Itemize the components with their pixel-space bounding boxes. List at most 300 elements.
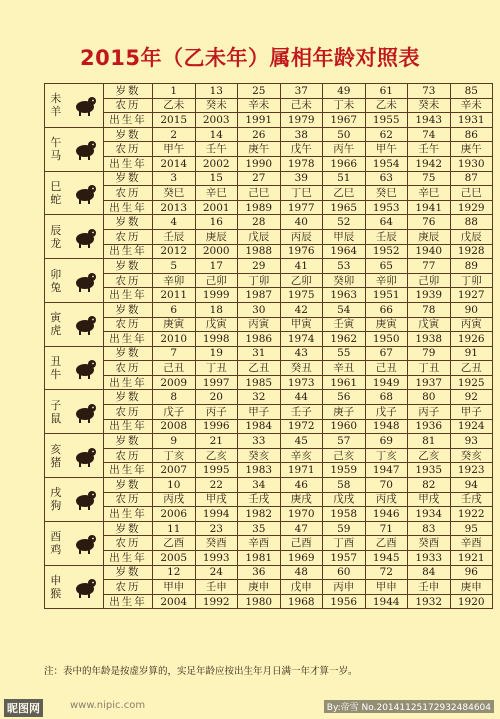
birth-cell: 1959 <box>323 463 366 478</box>
table-row <box>45 142 493 157</box>
snake-icon <box>72 180 98 206</box>
birth-cell: 2013 <box>153 200 196 215</box>
row-label-age: 岁数 <box>104 302 153 317</box>
row-label-birth: 出生年 <box>104 419 153 434</box>
row-label-birth: 出生年 <box>104 288 153 303</box>
lunar-cell: 戊辰 <box>450 229 493 244</box>
image-id-watermark: By:帝雪 No.20141125172932484604 <box>324 700 494 713</box>
lunar-cell: 庚寅 <box>153 317 196 332</box>
lunar-cell: 庚午 <box>238 142 281 157</box>
birth-cell: 1931 <box>450 113 493 128</box>
birth-cell: 1927 <box>450 288 493 303</box>
zodiac-name-char: 亥 <box>50 442 62 456</box>
birth-cell: 1950 <box>365 332 408 347</box>
lunar-cell: 乙未 <box>153 98 196 113</box>
zodiac-name-char: 猴 <box>50 586 62 600</box>
birth-cell: 1990 <box>238 156 281 171</box>
table-row <box>45 594 493 609</box>
row-label-age: 岁数 <box>104 259 153 274</box>
birth-cell: 1998 <box>195 332 238 347</box>
age-cell: 62 <box>365 127 408 142</box>
table-row <box>45 536 493 551</box>
age-cell: 45 <box>280 434 323 449</box>
zodiac-animal-cell <box>45 346 104 390</box>
lunar-cell: 乙卯 <box>280 273 323 288</box>
lunar-cell: 己卯 <box>195 273 238 288</box>
birth-cell: 1934 <box>408 507 451 522</box>
birth-cell: 1936 <box>408 419 451 434</box>
age-cell: 58 <box>323 478 366 493</box>
row-label-lunar: 农历 <box>104 448 153 463</box>
birth-cell: 1937 <box>408 375 451 390</box>
zodiac-name-char: 子 <box>50 398 62 412</box>
lunar-cell: 戊子 <box>365 405 408 420</box>
lunar-cell: 壬辰 <box>153 229 196 244</box>
age-cell: 96 <box>450 565 493 580</box>
lunar-cell: 辛巳 <box>408 186 451 201</box>
birth-cell: 1947 <box>365 463 408 478</box>
age-cell: 71 <box>365 521 408 536</box>
zodiac-animal-cell <box>45 302 104 346</box>
birth-cell: 1953 <box>365 200 408 215</box>
table-row <box>45 405 493 420</box>
lunar-cell: 甲子 <box>450 405 493 420</box>
table-row <box>45 332 493 347</box>
birth-cell: 1949 <box>365 375 408 390</box>
birth-cell: 1930 <box>450 156 493 171</box>
lunar-cell: 丁丑 <box>195 361 238 376</box>
zodiac-name-char: 鼠 <box>50 411 62 425</box>
lunar-cell: 戊申 <box>280 580 323 595</box>
age-cell: 89 <box>450 259 493 274</box>
age-cell: 63 <box>365 171 408 186</box>
age-cell: 46 <box>280 478 323 493</box>
age-cell: 59 <box>323 521 366 536</box>
zodiac-name <box>50 355 61 381</box>
lunar-cell: 己亥 <box>323 448 366 463</box>
age-cell: 49 <box>323 84 366 99</box>
birth-cell: 1979 <box>280 113 323 128</box>
lunar-cell: 壬子 <box>280 405 323 420</box>
lunar-cell: 辛卯 <box>153 273 196 288</box>
age-cell: 21 <box>195 434 238 449</box>
birth-cell: 1986 <box>238 332 281 347</box>
table-row <box>45 390 493 405</box>
age-cell: 27 <box>238 171 281 186</box>
lunar-cell: 庚辰 <box>195 229 238 244</box>
age-cell: 39 <box>280 171 323 186</box>
nipic-logo: 昵图网 <box>4 699 43 717</box>
age-cell: 7 <box>153 346 196 361</box>
age-cell: 88 <box>450 215 493 230</box>
row-label-lunar: 农历 <box>104 492 153 507</box>
age-cell: 5 <box>153 259 196 274</box>
age-cell: 64 <box>365 215 408 230</box>
lunar-cell: 己丑 <box>153 361 196 376</box>
lunar-cell: 癸亥 <box>450 448 493 463</box>
age-cell: 2 <box>153 127 196 142</box>
lunar-cell: 癸未 <box>195 98 238 113</box>
lunar-cell: 己未 <box>280 98 323 113</box>
zodiac-name-char: 羊 <box>50 105 62 119</box>
tiger-icon <box>72 311 98 337</box>
lunar-cell: 癸亥 <box>238 448 281 463</box>
zodiac-name-char: 龙 <box>50 236 62 250</box>
age-cell: 34 <box>238 478 281 493</box>
lunar-cell: 辛亥 <box>280 448 323 463</box>
age-cell: 65 <box>365 259 408 274</box>
lunar-cell: 癸卯 <box>323 273 366 288</box>
table-row <box>45 200 493 215</box>
birth-cell: 1941 <box>408 200 451 215</box>
row-label-lunar: 农历 <box>104 361 153 376</box>
birth-cell: 1965 <box>323 200 366 215</box>
table-row <box>45 346 493 361</box>
birth-cell: 1956 <box>323 594 366 609</box>
age-cell: 44 <box>280 390 323 405</box>
lunar-cell: 丁巳 <box>280 186 323 201</box>
age-cell: 24 <box>195 565 238 580</box>
lunar-cell: 壬戌 <box>238 492 281 507</box>
zodiac-name-char: 鸡 <box>50 543 62 557</box>
birth-cell: 1948 <box>365 419 408 434</box>
table-row <box>45 492 493 507</box>
lunar-cell: 壬申 <box>408 580 451 595</box>
birth-cell: 1968 <box>280 594 323 609</box>
age-cell: 33 <box>238 434 281 449</box>
lunar-cell: 癸酉 <box>408 536 451 551</box>
lunar-cell: 乙酉 <box>153 536 196 551</box>
birth-cell: 1943 <box>408 113 451 128</box>
age-cell: 18 <box>195 302 238 317</box>
lunar-cell: 甲申 <box>365 580 408 595</box>
age-cell: 85 <box>450 84 493 99</box>
zodiac-animal-cell <box>45 215 104 259</box>
age-cell: 67 <box>365 346 408 361</box>
age-cell: 6 <box>153 302 196 317</box>
age-cell: 16 <box>195 215 238 230</box>
age-cell: 1 <box>153 84 196 99</box>
row-label-birth: 出生年 <box>104 332 153 347</box>
lunar-cell: 庚子 <box>323 405 366 420</box>
age-cell: 82 <box>408 478 451 493</box>
row-label-lunar: 农历 <box>104 536 153 551</box>
birth-cell: 1989 <box>238 200 281 215</box>
table-row <box>45 463 493 478</box>
zodiac-name-char: 虎 <box>50 324 62 338</box>
age-cell: 95 <box>450 521 493 536</box>
birth-cell: 1954 <box>365 156 408 171</box>
age-cell: 84 <box>408 565 451 580</box>
row-label-birth: 出生年 <box>104 375 153 390</box>
zodiac-name <box>50 180 61 206</box>
age-cell: 92 <box>450 390 493 405</box>
age-cell: 78 <box>408 302 451 317</box>
birth-cell: 1944 <box>365 594 408 609</box>
age-cell: 47 <box>280 521 323 536</box>
age-cell: 50 <box>323 127 366 142</box>
lunar-cell: 丁丑 <box>408 361 451 376</box>
zodiac-name-char: 戌 <box>50 486 62 500</box>
row-label-age: 岁数 <box>104 434 153 449</box>
birth-cell: 1929 <box>450 200 493 215</box>
lunar-cell: 乙亥 <box>408 448 451 463</box>
lunar-cell: 丁卯 <box>238 273 281 288</box>
lunar-cell: 戊寅 <box>195 317 238 332</box>
birth-cell: 1997 <box>195 375 238 390</box>
age-cell: 51 <box>323 171 366 186</box>
birth-cell: 2001 <box>195 200 238 215</box>
birth-cell: 2007 <box>153 463 196 478</box>
table-row <box>45 478 493 493</box>
table-row <box>45 419 493 434</box>
lunar-cell: 丁未 <box>323 98 366 113</box>
lunar-cell: 丁卯 <box>450 273 493 288</box>
table-row <box>45 448 493 463</box>
lunar-cell: 戊子 <box>153 405 196 420</box>
row-label-age: 岁数 <box>104 215 153 230</box>
birth-cell: 1945 <box>365 551 408 566</box>
age-cell: 26 <box>238 127 281 142</box>
lunar-cell: 戊戌 <box>323 492 366 507</box>
table-row <box>45 317 493 332</box>
lunar-cell: 乙亥 <box>195 448 238 463</box>
age-cell: 4 <box>153 215 196 230</box>
lunar-cell: 癸巳 <box>153 186 196 201</box>
age-cell: 81 <box>408 434 451 449</box>
zodiac-animal-cell <box>45 434 104 478</box>
birth-cell: 2006 <box>153 507 196 522</box>
zodiac-name <box>50 443 61 469</box>
lunar-cell: 乙巳 <box>323 186 366 201</box>
table-row <box>45 302 493 317</box>
birth-cell: 1962 <box>323 332 366 347</box>
birth-cell: 1983 <box>238 463 281 478</box>
age-cell: 13 <box>195 84 238 99</box>
row-label-birth: 出生年 <box>104 551 153 566</box>
row-label-birth: 出生年 <box>104 113 153 128</box>
birth-cell: 1996 <box>195 419 238 434</box>
row-label-birth: 出生年 <box>104 244 153 259</box>
table-row <box>45 171 493 186</box>
lunar-cell: 庚申 <box>238 580 281 595</box>
birth-cell: 2000 <box>195 244 238 259</box>
age-cell: 8 <box>153 390 196 405</box>
birth-cell: 2004 <box>153 594 196 609</box>
lunar-cell: 甲寅 <box>280 317 323 332</box>
lunar-cell: 辛巳 <box>195 186 238 201</box>
row-label-lunar: 农历 <box>104 142 153 157</box>
lunar-cell: 庚申 <box>450 580 493 595</box>
ox-icon <box>72 355 98 381</box>
birth-cell: 1988 <box>238 244 281 259</box>
table-row <box>45 580 493 595</box>
lunar-cell: 癸未 <box>408 98 451 113</box>
lunar-cell: 戊寅 <box>408 317 451 332</box>
table-row <box>45 186 493 201</box>
lunar-cell: 癸酉 <box>195 536 238 551</box>
lunar-cell: 丙子 <box>408 405 451 420</box>
table-row <box>45 244 493 259</box>
table-row <box>45 98 493 113</box>
lunar-cell: 癸巳 <box>365 186 408 201</box>
zodiac-name-char: 丑 <box>50 355 62 369</box>
age-cell: 32 <box>238 390 281 405</box>
lunar-cell: 乙未 <box>365 98 408 113</box>
table-row <box>45 565 493 580</box>
age-cell: 60 <box>323 565 366 580</box>
birth-cell: 1924 <box>450 419 493 434</box>
row-label-birth: 出生年 <box>104 200 153 215</box>
birth-cell: 1969 <box>280 551 323 566</box>
age-cell: 73 <box>408 84 451 99</box>
age-cell: 11 <box>153 521 196 536</box>
birth-cell: 2009 <box>153 375 196 390</box>
row-label-lunar: 农历 <box>104 580 153 595</box>
table-row <box>45 434 493 449</box>
row-label-age: 岁数 <box>104 390 153 405</box>
horse-icon <box>72 136 98 162</box>
age-cell: 37 <box>280 84 323 99</box>
footnote: 注：表中的年龄是按虚岁算的，实足年龄应按出生年月日满一年才算一岁。 <box>44 666 358 677</box>
lunar-cell: 戊午 <box>280 142 323 157</box>
lunar-cell: 辛卯 <box>365 273 408 288</box>
lunar-cell: 辛酉 <box>238 536 281 551</box>
birth-cell: 1932 <box>408 594 451 609</box>
rooster-icon <box>72 530 98 556</box>
age-cell: 76 <box>408 215 451 230</box>
age-cell: 22 <box>195 478 238 493</box>
table-row <box>45 259 493 274</box>
birth-cell: 2014 <box>153 156 196 171</box>
age-cell: 52 <box>323 215 366 230</box>
lunar-cell: 丙申 <box>323 580 366 595</box>
table-row <box>45 375 493 390</box>
age-cell: 31 <box>238 346 281 361</box>
birth-cell: 1977 <box>280 200 323 215</box>
age-cell: 30 <box>238 302 281 317</box>
zodiac-name-char: 卯 <box>50 267 62 281</box>
birth-cell: 1966 <box>323 156 366 171</box>
age-cell: 57 <box>323 434 366 449</box>
age-cell: 79 <box>408 346 451 361</box>
table-row <box>45 127 493 142</box>
birth-cell: 1967 <box>323 113 366 128</box>
age-cell: 90 <box>450 302 493 317</box>
goat-icon <box>72 92 98 118</box>
birth-cell: 1957 <box>323 551 366 566</box>
lunar-cell: 甲辰 <box>323 229 366 244</box>
age-cell: 14 <box>195 127 238 142</box>
age-cell: 80 <box>408 390 451 405</box>
table-row <box>45 113 493 128</box>
birth-cell: 1987 <box>238 288 281 303</box>
birth-cell: 1991 <box>238 113 281 128</box>
birth-cell: 1982 <box>238 507 281 522</box>
birth-cell: 1985 <box>238 375 281 390</box>
table-row <box>45 521 493 536</box>
rat-icon <box>72 399 98 425</box>
age-cell: 41 <box>280 259 323 274</box>
zodiac-animal-cell <box>45 565 104 609</box>
lunar-cell: 庚辰 <box>408 229 451 244</box>
lunar-cell: 己巳 <box>238 186 281 201</box>
lunar-cell: 丙戌 <box>365 492 408 507</box>
birth-cell: 1973 <box>280 375 323 390</box>
lunar-cell: 己卯 <box>408 273 451 288</box>
birth-cell: 1940 <box>408 244 451 259</box>
birth-cell: 2008 <box>153 419 196 434</box>
birth-cell: 1951 <box>365 288 408 303</box>
row-label-age: 岁数 <box>104 521 153 536</box>
lunar-cell: 辛酉 <box>450 536 493 551</box>
row-label-lunar: 农历 <box>104 273 153 288</box>
table-row <box>45 156 493 171</box>
zodiac-name-char: 寅 <box>50 311 62 325</box>
birth-cell: 2011 <box>153 288 196 303</box>
zodiac-name <box>50 224 61 250</box>
birth-cell: 1976 <box>280 244 323 259</box>
lunar-cell: 乙酉 <box>365 536 408 551</box>
zodiac-name-char: 马 <box>50 149 62 163</box>
birth-cell: 1926 <box>450 332 493 347</box>
birth-cell: 2003 <box>195 113 238 128</box>
birth-cell: 1999 <box>195 288 238 303</box>
table-row <box>45 229 493 244</box>
zodiac-animal-cell <box>45 478 104 522</box>
lunar-cell: 丙午 <box>323 142 366 157</box>
birth-cell: 1984 <box>238 419 281 434</box>
birth-cell: 1923 <box>450 463 493 478</box>
row-label-lunar: 农历 <box>104 186 153 201</box>
table-row <box>45 361 493 376</box>
zodiac-name-char: 午 <box>50 136 62 150</box>
monkey-icon <box>72 574 98 600</box>
table-row <box>45 273 493 288</box>
age-cell: 48 <box>280 565 323 580</box>
age-cell: 25 <box>238 84 281 99</box>
zodiac-name-char: 未 <box>50 92 62 106</box>
zodiac-name-char: 猪 <box>50 455 62 469</box>
row-label-age: 岁数 <box>104 346 153 361</box>
birth-cell: 1993 <box>195 551 238 566</box>
lunar-cell: 辛丑 <box>323 361 366 376</box>
birth-cell: 1971 <box>280 463 323 478</box>
lunar-cell: 丙寅 <box>450 317 493 332</box>
lunar-cell: 丁亥 <box>153 448 196 463</box>
age-cell: 20 <box>195 390 238 405</box>
lunar-cell: 乙丑 <box>450 361 493 376</box>
zodiac-animal-cell <box>45 171 104 215</box>
birth-cell: 1928 <box>450 244 493 259</box>
rabbit-icon <box>72 268 98 294</box>
zodiac-animal-cell <box>45 259 104 303</box>
zodiac-animal-cell <box>45 521 104 565</box>
birth-cell: 1938 <box>408 332 451 347</box>
age-cell: 55 <box>323 346 366 361</box>
zodiac-name <box>50 399 61 425</box>
age-cell: 28 <box>238 215 281 230</box>
table-row <box>45 551 493 566</box>
birth-cell: 2010 <box>153 332 196 347</box>
birth-cell: 1970 <box>280 507 323 522</box>
age-cell: 54 <box>323 302 366 317</box>
birth-cell: 1981 <box>238 551 281 566</box>
row-label-birth: 出生年 <box>104 156 153 171</box>
zodiac-name <box>50 136 61 162</box>
zodiac-name <box>50 268 61 294</box>
birth-cell: 1961 <box>323 375 366 390</box>
